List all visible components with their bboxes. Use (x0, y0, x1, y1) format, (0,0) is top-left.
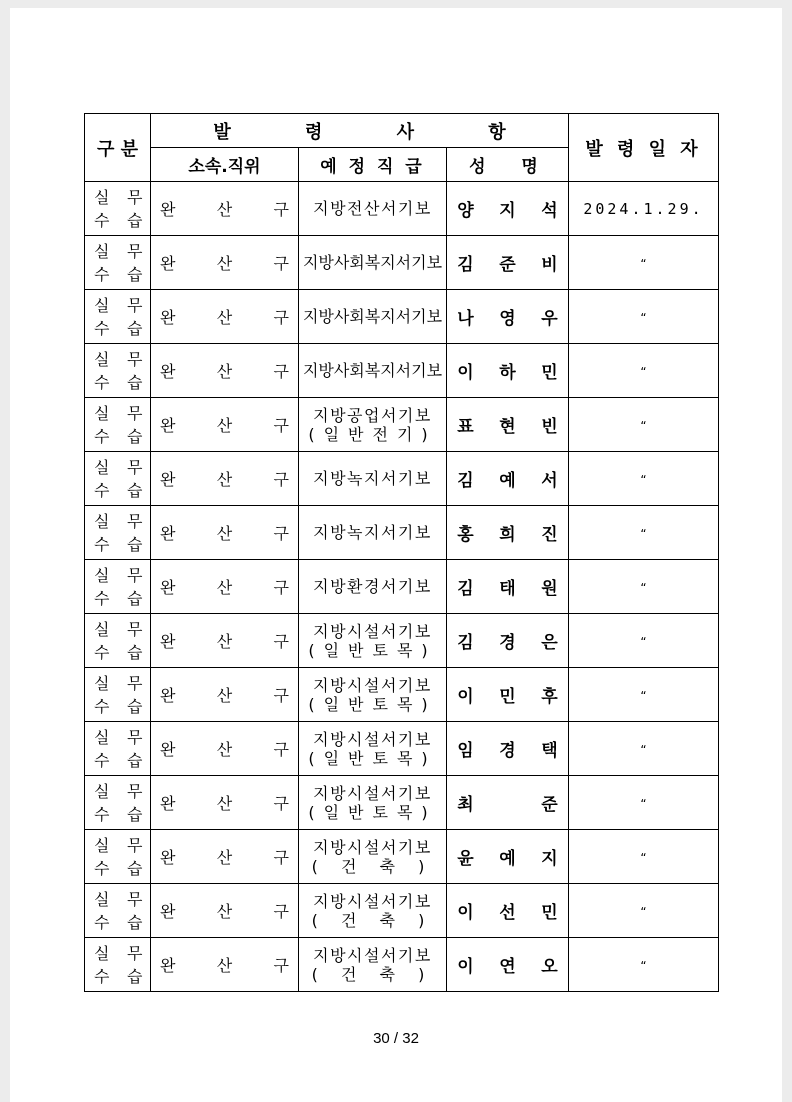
category-char: 수 (94, 751, 110, 770)
category-cell (85, 182, 151, 236)
name-char: 이 (457, 903, 474, 923)
category-char: 수 (94, 643, 110, 662)
name-char: 이 (457, 687, 474, 707)
category-char: 실 (94, 674, 110, 693)
date-cell (569, 938, 719, 992)
category-char: 실 (94, 458, 110, 477)
category-cell (85, 722, 151, 776)
category-char: 수 (94, 373, 110, 392)
affiliation-char: 구 (273, 632, 289, 651)
date-cell (569, 182, 719, 236)
table-row (85, 668, 719, 722)
ditto-mark: “ (640, 473, 647, 487)
planned-grade-cell (299, 938, 447, 992)
affiliation-char: 구 (273, 902, 289, 921)
planned-grade-text: 지방공업서기보 (313, 405, 432, 425)
name-char: 은 (541, 633, 558, 653)
table-row (85, 236, 719, 290)
name-cell (447, 668, 569, 722)
ditto-mark: “ (640, 905, 647, 919)
ditto-mark: “ (640, 743, 647, 757)
planned-grade-text: 지방시설서기보 (313, 675, 432, 695)
name-cell (447, 182, 569, 236)
affiliation-char: 구 (273, 740, 289, 759)
affiliation-char: 구 (273, 524, 289, 543)
name-char: 선 (499, 903, 516, 923)
planned-grade-text: 지방사회복지서기보 (302, 307, 443, 326)
affiliation-cell (151, 236, 299, 290)
planned-grade-text: 지방사회복지서기보 (302, 361, 443, 380)
affiliation-cell (151, 884, 299, 938)
name-char: 최 (457, 795, 474, 815)
planned-grade-text: 지방시설서기보 (313, 783, 432, 803)
category-char: 무 (127, 188, 143, 207)
name-cell (447, 290, 569, 344)
name-char: 희 (499, 525, 516, 545)
name-char: 준 (541, 795, 558, 815)
name-char: 지 (499, 201, 516, 221)
name-cell (447, 344, 569, 398)
affiliation-char: 구 (273, 686, 289, 705)
name-cell (447, 236, 569, 290)
planned-grade-detail: ( 건 축 ) (311, 856, 434, 876)
table-row (85, 776, 719, 830)
name-char: 임 (457, 741, 474, 761)
name-char: 후 (541, 687, 558, 707)
category-cell (85, 560, 151, 614)
name-char: 경 (499, 633, 516, 653)
name-char (499, 790, 516, 815)
category-char: 실 (94, 782, 110, 801)
table-row (85, 722, 719, 776)
affiliation-char: 산 (216, 200, 233, 219)
affiliation-char: 구 (273, 956, 289, 975)
affiliation-char: 완 (160, 740, 176, 759)
affiliation-cell (151, 344, 299, 398)
table-row (85, 830, 719, 884)
category-char: 습 (127, 319, 143, 338)
ditto-mark: “ (640, 365, 647, 379)
category-char: 무 (127, 674, 143, 693)
category-char: 무 (127, 458, 143, 477)
planned-grade-text: 지방녹지서기보 (313, 469, 432, 488)
planned-grade-cell (299, 668, 447, 722)
affiliation-char: 완 (160, 902, 176, 921)
name-cell (447, 614, 569, 668)
name-char: 지 (541, 849, 558, 869)
category-char: 수 (94, 589, 110, 608)
name-char: 비 (541, 255, 558, 275)
planned-grade-detail: ( 건 축 ) (311, 910, 434, 930)
header-appointment: 발 령 사 항 (151, 114, 569, 148)
category-char: 수 (94, 859, 110, 878)
name-cell (447, 884, 569, 938)
affiliation-char: 산 (216, 362, 233, 381)
category-char: 실 (94, 890, 110, 909)
planned-grade-cell (299, 182, 447, 236)
category-char: 실 (94, 728, 110, 747)
name-char: 표 (457, 417, 474, 437)
category-char: 무 (127, 350, 143, 369)
date-cell (569, 506, 719, 560)
affiliation-char: 완 (160, 416, 176, 435)
name-char: 이 (457, 957, 474, 977)
name-char: 빈 (541, 417, 558, 437)
name-cell (447, 560, 569, 614)
category-char: 습 (127, 589, 143, 608)
name-char: 서 (541, 471, 558, 491)
category-char: 무 (127, 296, 143, 315)
category-char: 습 (127, 697, 143, 716)
planned-grade-cell (299, 830, 447, 884)
ditto-mark: “ (640, 311, 647, 325)
name-char: 나 (457, 309, 474, 329)
name-cell (447, 938, 569, 992)
name-cell (447, 506, 569, 560)
affiliation-char: 완 (160, 794, 176, 813)
ditto-mark: “ (640, 851, 647, 865)
planned-grade-cell (299, 614, 447, 668)
planned-grade-detail: (일반전기) (308, 424, 437, 444)
ditto-mark: “ (640, 959, 647, 973)
header-planned-grade: 예 정 직 급 (299, 148, 447, 182)
affiliation-char: 구 (273, 308, 289, 327)
category-cell (85, 398, 151, 452)
category-cell (85, 668, 151, 722)
category-char: 무 (127, 404, 143, 423)
date-cell (569, 236, 719, 290)
category-char: 실 (94, 188, 110, 207)
name-char: 석 (541, 201, 558, 221)
affiliation-char: 구 (273, 254, 289, 273)
name-char: 태 (499, 579, 516, 599)
name-char: 하 (499, 363, 516, 383)
name-char: 김 (457, 255, 474, 275)
table-row (85, 344, 719, 398)
category-char: 수 (94, 967, 110, 986)
planned-grade-text: 지방사회복지서기보 (302, 253, 443, 272)
category-char: 실 (94, 512, 110, 531)
table-body (85, 182, 719, 992)
category-char: 습 (127, 967, 143, 986)
category-char: 실 (94, 566, 110, 585)
planned-grade-detail: (일반토목) (308, 748, 437, 768)
category-char: 무 (127, 242, 143, 261)
affiliation-char: 산 (216, 740, 233, 759)
affiliation-cell (151, 668, 299, 722)
affiliation-char: 완 (160, 848, 176, 867)
affiliation-cell (151, 398, 299, 452)
affiliation-char: 완 (160, 470, 176, 489)
category-char: 실 (94, 350, 110, 369)
appointment-table (84, 113, 719, 992)
affiliation-char: 완 (160, 956, 176, 975)
planned-grade-cell (299, 452, 447, 506)
table-row (85, 614, 719, 668)
category-char: 습 (127, 481, 143, 500)
date-cell (569, 722, 719, 776)
affiliation-char: 산 (216, 470, 233, 489)
ditto-mark: “ (640, 581, 647, 595)
date-cell (569, 290, 719, 344)
table-row (85, 884, 719, 938)
category-char: 수 (94, 481, 110, 500)
affiliation-char: 산 (216, 308, 233, 327)
category-char: 실 (94, 242, 110, 261)
affiliation-char: 구 (273, 416, 289, 435)
name-char: 원 (541, 579, 558, 599)
category-char: 무 (127, 566, 143, 585)
date-cell (569, 560, 719, 614)
category-cell (85, 290, 151, 344)
date-cell (569, 452, 719, 506)
name-cell (447, 776, 569, 830)
affiliation-cell (151, 722, 299, 776)
affiliation-char: 구 (273, 200, 289, 219)
category-cell (85, 776, 151, 830)
ditto-mark: “ (640, 797, 647, 811)
date-cell (569, 884, 719, 938)
header-affiliation: 소속.직위 (151, 148, 299, 182)
ditto-mark: “ (640, 419, 647, 433)
affiliation-cell (151, 560, 299, 614)
planned-grade-cell (299, 560, 447, 614)
name-char: 양 (457, 201, 474, 221)
planned-grade-cell (299, 506, 447, 560)
category-char: 습 (127, 427, 143, 446)
planned-grade-cell (299, 398, 447, 452)
affiliation-char: 완 (160, 686, 176, 705)
category-char: 무 (127, 620, 143, 639)
category-cell (85, 236, 151, 290)
affiliation-char: 구 (273, 470, 289, 489)
category-char: 습 (127, 265, 143, 284)
affiliation-cell (151, 506, 299, 560)
category-char: 습 (127, 373, 143, 392)
affiliation-char: 완 (160, 524, 176, 543)
planned-grade-cell (299, 776, 447, 830)
name-char: 예 (499, 471, 516, 491)
name-cell (447, 722, 569, 776)
affiliation-char: 산 (216, 794, 233, 813)
category-char: 수 (94, 535, 110, 554)
name-char: 영 (499, 309, 516, 329)
category-cell (85, 830, 151, 884)
affiliation-char: 구 (273, 362, 289, 381)
table-row (85, 452, 719, 506)
affiliation-char: 산 (216, 578, 233, 597)
affiliation-char: 완 (160, 308, 176, 327)
name-char: 현 (499, 417, 516, 437)
category-char: 무 (127, 728, 143, 747)
ditto-mark: “ (640, 689, 647, 703)
date-cell (569, 776, 719, 830)
name-char: 우 (541, 309, 558, 329)
name-char: 예 (499, 849, 516, 869)
category-char: 무 (127, 890, 143, 909)
planned-grade-text: 지방환경서기보 (313, 577, 432, 596)
category-char: 실 (94, 944, 110, 963)
category-char: 수 (94, 913, 110, 932)
name-char: 택 (541, 741, 558, 761)
category-cell (85, 344, 151, 398)
table-row (85, 290, 719, 344)
date-cell (569, 668, 719, 722)
date-cell (569, 344, 719, 398)
table-row (85, 506, 719, 560)
date-cell (569, 830, 719, 884)
header-category: 구 분 (85, 114, 151, 182)
category-char: 수 (94, 805, 110, 824)
category-cell (85, 506, 151, 560)
category-char: 실 (94, 404, 110, 423)
category-char: 수 (94, 427, 110, 446)
affiliation-cell (151, 938, 299, 992)
header-date: 발 령 일 자 (569, 114, 719, 182)
planned-grade-text: 지방녹지서기보 (313, 523, 432, 542)
document-page (10, 8, 782, 1102)
affiliation-char: 산 (216, 416, 233, 435)
appointment-date: 2024.1.29. (583, 200, 704, 218)
planned-grade-text: 지방시설서기보 (313, 945, 432, 965)
page-number: 30 / 32 (373, 1030, 419, 1047)
affiliation-char: 완 (160, 362, 176, 381)
ditto-mark: “ (640, 527, 647, 541)
category-char: 무 (127, 512, 143, 531)
category-char: 수 (94, 319, 110, 338)
affiliation-char: 산 (216, 902, 233, 921)
date-cell (569, 398, 719, 452)
name-cell (447, 830, 569, 884)
planned-grade-cell (299, 722, 447, 776)
category-char: 습 (127, 211, 143, 230)
category-char: 습 (127, 535, 143, 554)
affiliation-char: 산 (216, 632, 233, 651)
affiliation-cell (151, 614, 299, 668)
name-char: 오 (541, 957, 558, 977)
category-char: 무 (127, 944, 143, 963)
category-char: 수 (94, 211, 110, 230)
affiliation-char: 산 (216, 686, 233, 705)
affiliation-char: 구 (273, 578, 289, 597)
name-char: 김 (457, 579, 474, 599)
category-char: 습 (127, 805, 143, 824)
category-cell (85, 452, 151, 506)
name-char: 김 (457, 471, 474, 491)
table-row (85, 938, 719, 992)
name-char: 민 (541, 903, 558, 923)
affiliation-char: 완 (160, 200, 176, 219)
affiliation-char: 산 (216, 848, 233, 867)
affiliation-cell (151, 776, 299, 830)
affiliation-char: 완 (160, 632, 176, 651)
category-char: 수 (94, 265, 110, 284)
name-char: 김 (457, 633, 474, 653)
category-char: 수 (94, 697, 110, 716)
name-char: 민 (541, 363, 558, 383)
planned-grade-text: 지방시설서기보 (313, 621, 432, 641)
name-char: 홍 (457, 525, 474, 545)
affiliation-char: 구 (273, 848, 289, 867)
category-char: 습 (127, 859, 143, 878)
category-char: 실 (94, 836, 110, 855)
planned-grade-cell (299, 884, 447, 938)
affiliation-char: 산 (216, 956, 233, 975)
header-name: 성 명 (447, 148, 569, 182)
table-row (85, 182, 719, 236)
name-char: 준 (499, 255, 516, 275)
affiliation-cell (151, 452, 299, 506)
category-char: 습 (127, 913, 143, 932)
affiliation-char: 산 (216, 524, 233, 543)
affiliation-char: 구 (273, 794, 289, 813)
planned-grade-text: 지방전산서기보 (313, 199, 432, 218)
affiliation-char: 산 (216, 254, 233, 273)
planned-grade-detail: (일반토목) (308, 694, 437, 714)
category-char: 습 (127, 751, 143, 770)
affiliation-cell (151, 290, 299, 344)
affiliation-cell (151, 182, 299, 236)
planned-grade-cell (299, 290, 447, 344)
name-char: 연 (499, 957, 516, 977)
category-char: 실 (94, 620, 110, 639)
planned-grade-text: 지방시설서기보 (313, 729, 432, 749)
planned-grade-detail: ( 건 축 ) (311, 964, 434, 984)
planned-grade-text: 지방시설서기보 (313, 891, 432, 911)
planned-grade-cell (299, 236, 447, 290)
category-char: 무 (127, 836, 143, 855)
planned-grade-cell (299, 344, 447, 398)
category-cell (85, 938, 151, 992)
name-char: 민 (499, 687, 516, 707)
affiliation-char: 완 (160, 578, 176, 597)
name-char: 이 (457, 363, 474, 383)
ditto-mark: “ (640, 635, 647, 649)
ditto-mark: “ (640, 257, 647, 271)
affiliation-cell (151, 830, 299, 884)
planned-grade-detail: (일반토목) (308, 802, 437, 822)
planned-grade-text: 지방시설서기보 (313, 837, 432, 857)
name-char: 경 (499, 741, 516, 761)
name-char: 윤 (457, 849, 474, 869)
name-char: 진 (541, 525, 558, 545)
name-cell (447, 398, 569, 452)
category-char: 습 (127, 643, 143, 662)
category-char: 무 (127, 782, 143, 801)
table-row (85, 398, 719, 452)
affiliation-char: 완 (160, 254, 176, 273)
date-cell (569, 614, 719, 668)
table-row (85, 560, 719, 614)
category-cell (85, 884, 151, 938)
name-cell (447, 452, 569, 506)
planned-grade-detail: (일반토목) (308, 640, 437, 660)
category-cell (85, 614, 151, 668)
category-char: 실 (94, 296, 110, 315)
